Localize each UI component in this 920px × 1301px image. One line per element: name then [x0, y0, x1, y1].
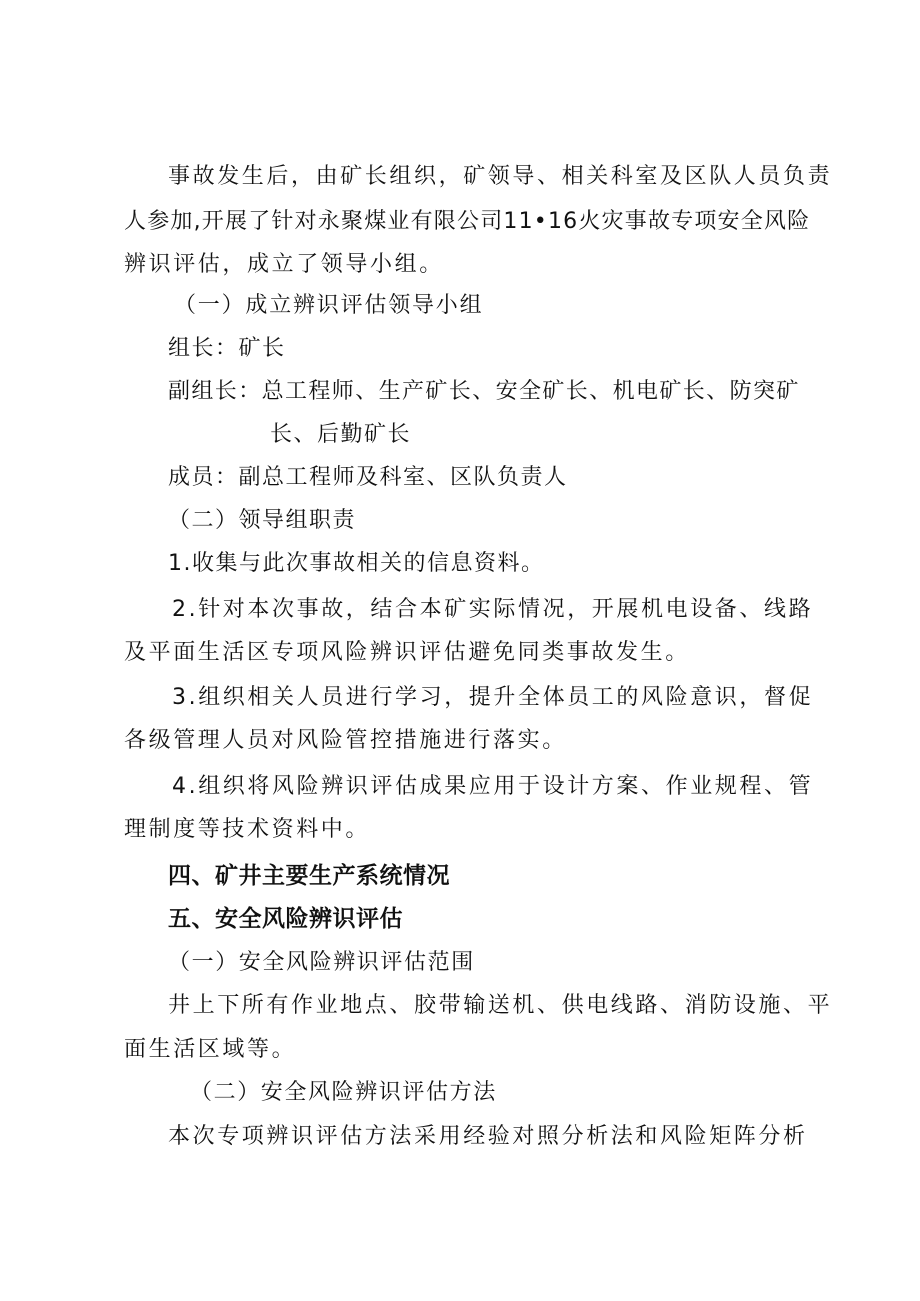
- section-heading-4: 四、矿井主要生产系统情况: [168, 862, 450, 888]
- leader-line: 组长：矿长: [168, 336, 286, 361]
- duty-item-1: 1.收集与此次事故相关的信息资料。: [168, 551, 545, 576]
- members-line: 成员：副总工程师及科室、区队负责人: [168, 465, 568, 490]
- duties-title: （二）领导组职责: [168, 508, 357, 533]
- intro-line-3: 辨识评估，成立了领导小组。: [124, 252, 444, 277]
- method-line-1: 本次专项辨识评估方法采用经验对照分析法和风险矩阵分析: [168, 1124, 808, 1149]
- duty-item-3-line-1: 3.组织相关人员进行学习，提升全体员工的风险意识，督促: [172, 685, 814, 710]
- duty-item-4-line-1: 4.组织将风险辨识评估成果应用于设计方案、作业规程、管: [172, 774, 814, 799]
- method-title: （二）安全风险辨识评估方法: [190, 1080, 497, 1105]
- scope-line-2: 面生活区域等。: [124, 1037, 297, 1062]
- duty-item-4-line-2: 理制度等技术资料中。: [124, 817, 371, 842]
- duty-item-2-line-1: 2.针对本次事故，结合本矿实际情况，开展机电设备、线路: [172, 597, 814, 622]
- duty-item-2-line-2: 及平面生活区专项风险辨识评估避免同类事故发生。: [124, 640, 690, 665]
- deputy-leader-line-1: 副组长：总工程师、生产矿长、安全矿长、机电矿长、防突矿: [168, 379, 800, 404]
- intro-line-2: 人参加,开展了针对永聚煤业有限公司11•16火灾事故专项安全风险: [124, 209, 811, 234]
- leading-group-title: （一）成立辨识评估领导小组: [174, 293, 484, 318]
- scope-line-1: 井上下所有作业地点、胶带输送机、供电线路、消防设施、平: [168, 993, 833, 1018]
- intro-line-1: 事故发生后，由矿长组织，矿领导、相关科室及区队人员负责: [168, 164, 833, 189]
- scope-title: （一）安全风险辨识评估范围: [168, 950, 475, 975]
- duty-item-3-line-2: 各级管理人员对风险管控措施进行落实。: [124, 728, 567, 753]
- section-heading-5: 五、安全风险辨识评估: [168, 905, 403, 931]
- deputy-leader-line-2: 长、后勤矿长: [270, 422, 412, 447]
